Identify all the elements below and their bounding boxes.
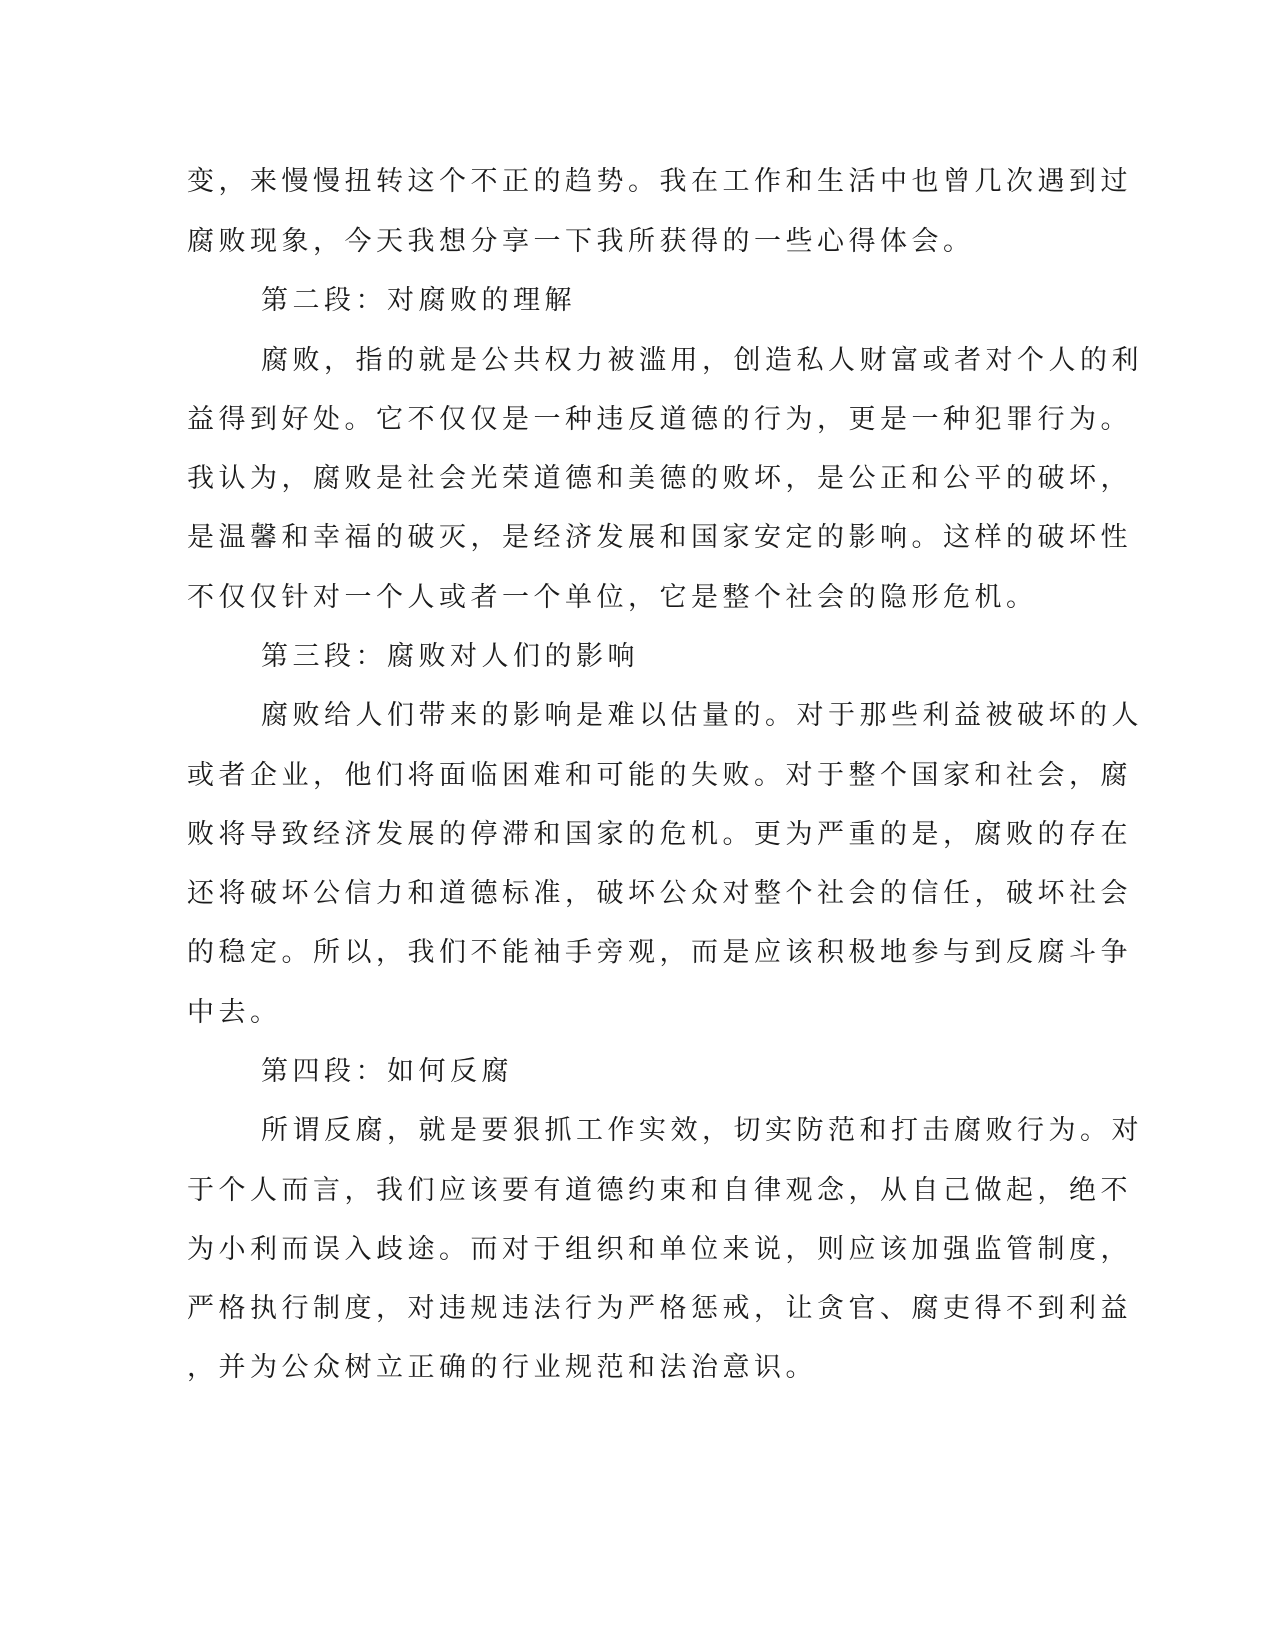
text-line: 所谓反腐，就是要狠抓工作实效，切实防范和打击腐败行为。对 bbox=[261, 1115, 1143, 1146]
text-line: 腐败现象，今天我想分享一下我所获得的一些心得体会。 bbox=[187, 226, 975, 257]
text-line: 益得到好处。它不仅仅是一种违反道德的行为，更是一种犯罪行为。 bbox=[187, 404, 1132, 435]
text-line: 中去。 bbox=[187, 997, 282, 1028]
text-line: 是温馨和幸福的破灭，是经济发展和国家安定的影响。这样的破坏性 bbox=[187, 522, 1132, 553]
text-line: 还将破坏公信力和道德标准，破坏公众对整个社会的信任，破坏社会 bbox=[187, 878, 1132, 909]
text-line: 为小利而误入歧途。而对于组织和单位来说，则应该加强监管制度， bbox=[187, 1234, 1132, 1265]
text-line: 我认为，腐败是社会光荣道德和美德的败坏，是公正和公平的破坏， bbox=[187, 463, 1132, 494]
text-line: 变，来慢慢扭转这个不正的趋势。我在工作和生活中也曾几次遇到过 bbox=[187, 166, 1132, 197]
text-line: 于个人而言，我们应该要有道德约束和自律观念，从自己做起，绝不 bbox=[187, 1175, 1132, 1206]
text-line: ，并为公众树立正确的行业规范和法治意识。 bbox=[187, 1352, 817, 1383]
text-line: 不仅仅针对一个人或者一个单位，它是整个社会的隐形危机。 bbox=[187, 582, 1038, 613]
text-line: 或者企业，他们将面临困难和可能的失败。对于整个国家和社会，腐 bbox=[187, 760, 1132, 791]
section-heading: 第三段：腐败对人们的影响 bbox=[261, 641, 639, 672]
text-line: 的稳定。所以，我们不能袖手旁观，而是应该积极地参与到反腐斗争 bbox=[187, 937, 1132, 968]
text-line: 腐败，指的就是公共权力被滥用，创造私人财富或者对个人的利 bbox=[261, 345, 1143, 376]
text-line: 严格执行制度，对违规违法行为严格惩戒，让贪官、腐吏得不到利益 bbox=[187, 1293, 1132, 1324]
text-line: 腐败给人们带来的影响是难以估量的。对于那些利益被破坏的人 bbox=[261, 700, 1143, 731]
section-heading: 第二段：对腐败的理解 bbox=[261, 285, 576, 316]
text-line: 败将导致经济发展的停滞和国家的危机。更为严重的是，腐败的存在 bbox=[187, 819, 1132, 850]
section-heading: 第四段：如何反腐 bbox=[261, 1056, 513, 1087]
